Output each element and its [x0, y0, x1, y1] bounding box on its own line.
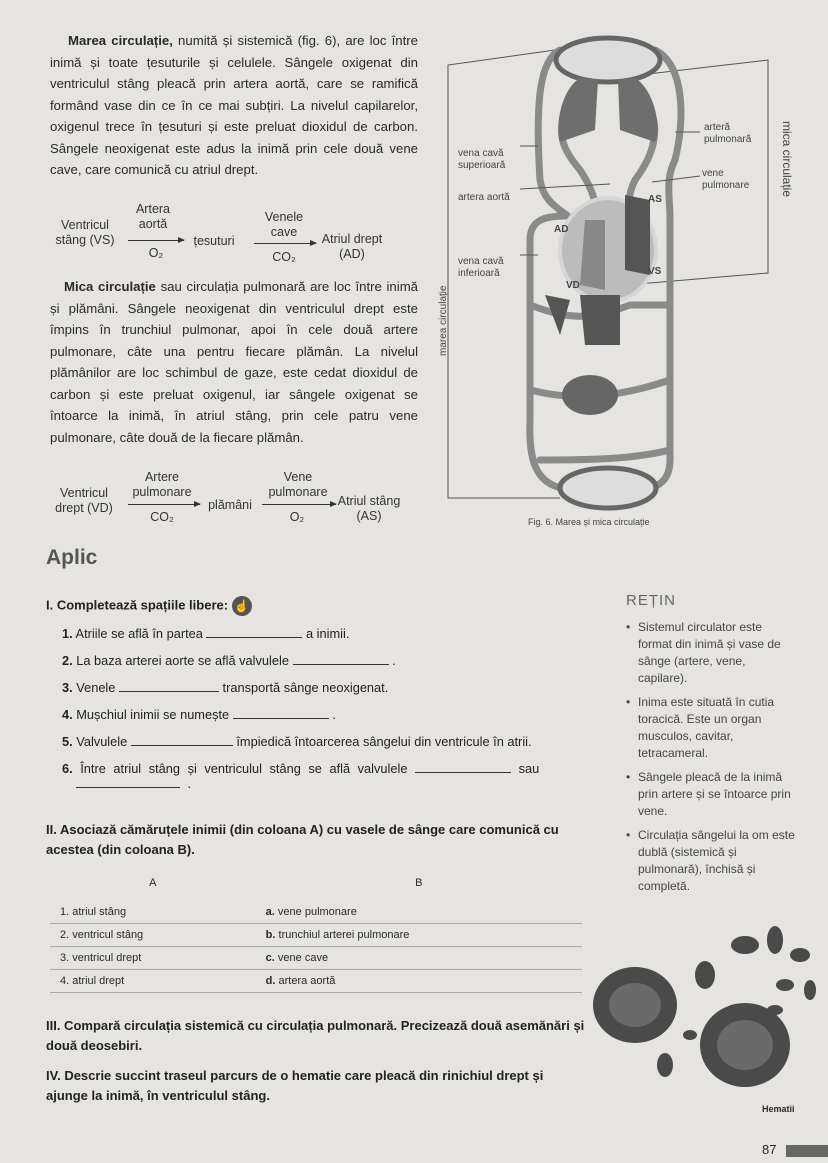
table-row	[50, 924, 582, 947]
table-row	[50, 970, 582, 993]
flow-arrow-bottom: CO₂	[150, 510, 174, 524]
answer-blank[interactable]	[131, 736, 233, 746]
answer-blank[interactable]	[206, 628, 302, 638]
retin-item: • Inima este situată în cutia toracică. Este un organ musculos, cavitar, tetracameral.	[626, 694, 796, 762]
retin-item: • Sistemul circulator este format din inimă și vase de sânge (artere, vene, capilare).	[626, 619, 796, 687]
lungs	[558, 78, 657, 142]
text: Atriile se află în partea	[75, 626, 203, 641]
paragraph-mica-circulatie	[50, 276, 418, 448]
exercise-1-item: 6. Între atriul stâng și ventriculul stâng se află valvulele sau .	[62, 761, 540, 791]
text: La baza arterei aorte se află valvulele	[76, 653, 289, 668]
flow-start: Ventricul drept (VD)	[55, 486, 113, 515]
cell: vene cave	[277, 952, 329, 964]
flow-end: Atriul drept (AD)	[321, 232, 383, 261]
flow-middle: țesuturi	[193, 234, 235, 248]
exercise-1-item	[62, 626, 349, 641]
image-caption-hematii: Hematii	[762, 1104, 795, 1114]
column-a-header: A	[149, 877, 157, 889]
text: Între atriul stâng și ventriculul stâng se află valvulele	[80, 761, 408, 776]
num: 2.	[62, 653, 73, 668]
table-row	[50, 901, 582, 924]
flow-end: Atriul stâng (AS)	[337, 494, 401, 523]
cell: vene pulmonare	[277, 906, 357, 918]
red-blood-cells-image	[585, 915, 828, 1105]
cell: trunchiul arterei pulmonare	[278, 929, 410, 941]
text: a inimii.	[306, 626, 350, 641]
retin-title: REȚIN	[626, 592, 676, 609]
text: Mușchiul inimii se numește	[76, 707, 230, 722]
cell: artera aortă	[278, 975, 336, 987]
exercise-1-item	[62, 734, 532, 749]
letter: b.	[265, 929, 276, 941]
flow-arrow-bottom: O₂	[148, 246, 164, 260]
cell: ventricul stâng	[72, 929, 144, 941]
label-artera-aorta: artera aortă	[458, 192, 510, 203]
num: 6.	[62, 761, 73, 776]
label-vena-cava-superioara: vena cavă superioară	[458, 148, 506, 171]
label-VD: VD	[566, 280, 580, 291]
text: transportă sânge neoxigenat.	[222, 680, 389, 695]
flow-diagram-1	[50, 200, 420, 270]
retin-item: • Sângele pleacă de la inimă prin artere și se întoarce prin vene.	[626, 769, 796, 820]
kidneys	[562, 375, 618, 415]
page-number: 87	[762, 1142, 777, 1157]
arrow-icon	[262, 504, 336, 505]
num: 4.	[60, 975, 70, 987]
label-artera-pulmonara: arteră pulmonară	[704, 122, 752, 145]
flow-arrow-bottom: CO₂	[272, 250, 296, 264]
retin-box	[626, 592, 796, 902]
label-vena-cava-inferioara: vena cavă inferioară	[458, 256, 504, 279]
text: Valvulele	[76, 734, 128, 749]
num: 1.	[62, 626, 73, 641]
side-label-mica-circulatie: mica circulație	[780, 121, 794, 198]
cell: ventricul drept	[72, 952, 142, 964]
capillary-network-bottom	[560, 468, 656, 508]
label-VS: VS	[648, 266, 662, 277]
num: 5.	[62, 734, 73, 749]
page-number-bar	[786, 1145, 828, 1157]
flow-arrow-top: Vene pulmonare	[268, 470, 328, 499]
text: sau	[518, 761, 540, 776]
text: împiedică întoarcerea sângelui din ventricule în atrii.	[236, 734, 532, 749]
arrow-icon	[128, 240, 184, 241]
flow-middle: plămâni	[208, 498, 252, 512]
flow-start: Ventricul stâng (VS)	[55, 218, 115, 247]
letter: d.	[265, 975, 276, 987]
label-vene-pulmonare: vene pulmonare	[702, 168, 750, 191]
exercise-1-item	[62, 653, 396, 668]
exercise-1-item	[62, 707, 336, 722]
arrow-icon	[254, 243, 316, 244]
letter: a.	[265, 906, 275, 918]
num: 3.	[60, 952, 70, 964]
answer-blank[interactable]	[76, 778, 180, 788]
flow-arrow-bottom: O₂	[289, 510, 305, 524]
flow-arrow-top: Artere pulmonare	[132, 470, 192, 499]
term: Mica circulație	[64, 279, 156, 294]
answer-blank[interactable]	[293, 655, 389, 665]
exercise-1-title	[46, 596, 252, 616]
exercise-3: III. Compară circulația sistemică cu circulația pulmonară. Precizează două asemănări și două deosebiri.	[46, 1018, 585, 1053]
num: 2.	[60, 929, 70, 941]
num: 4.	[62, 707, 73, 722]
cell: atriul stâng	[72, 906, 127, 918]
text: Venele	[76, 680, 116, 695]
arrow-icon	[128, 504, 200, 505]
exercise-1-item	[62, 680, 388, 695]
answer-blank[interactable]	[415, 763, 511, 773]
capillary-network-top	[556, 38, 660, 82]
circulation-figure	[430, 20, 828, 540]
text: sau circulația pulmonară are loc între inimă și plămâni. Sângele neoxigenat din ventriculul drept este împins în trunchiul pulmonar, apoi în cele două artere pulmonare, câte una pentru fiecare plămân. La nivelul plămânilor are loc schimbul de gaze, este cedat dioxidul de carbon și este preluat oxigenul, iar sângele oxigenat se întoarce la inimă, în atriul stâng, prin cele patru vene pulmonare, câte două de la fiecare plămân.	[50, 279, 419, 445]
text: .	[332, 707, 336, 722]
answer-blank[interactable]	[233, 709, 329, 719]
column-b-header: B	[415, 877, 423, 889]
answer-blank[interactable]	[119, 682, 219, 692]
exercise-4: IV. Descrie succint traseul parcurs de o hematie care pleacă din rinichiul drept și ajunge la inimă, în ventriculul stâng.	[46, 1068, 544, 1103]
label-AD: AD	[554, 224, 569, 235]
num: 1.	[60, 906, 70, 918]
cell: atriul drept	[72, 975, 125, 987]
flow-arrow-top: Venele cave	[264, 210, 304, 239]
letter: c.	[265, 952, 275, 964]
text: numită și sistemică (fig. 6), are loc între inimă și toate țesuturile și celulele. Sângele oxigenat din ventriculul stâng pleacă prin artera aortă, care se ramifică formând vase din ce în ce mai subțiri. La nivelul capilarelor, oxigenul trece în țesuturi și este preluat dioxidul de carbon. Sângele neoxigenat este adus la inimă prin cele două vene cave, care comunică cu atriul drept.	[50, 33, 418, 177]
exercise-2-title: II. Asociază cămăruțele inimii (din coloana A) cu vasele de sânge care comunică cu acestea (din coloana B).	[46, 822, 559, 857]
flow-arrow-top: Artera aortă	[135, 202, 171, 231]
term: Marea circulație,	[68, 33, 173, 48]
text: .	[392, 653, 396, 668]
num: 3.	[62, 680, 73, 695]
title-text: I. Completează spațiile libere:	[46, 597, 229, 613]
section-heading-aplic: Aplic	[46, 546, 98, 569]
table-row	[50, 947, 582, 970]
hand-pointer-icon: ☝	[232, 596, 252, 616]
flow-diagram-2	[50, 466, 420, 536]
figure-caption: Fig. 6. Marea și mica circulație	[528, 517, 650, 527]
retin-item: • Circulația sângelui la om este dublă (sistemică și pulmonară), închisă și completă.	[626, 827, 796, 895]
matching-table	[50, 872, 582, 993]
organ-liver-intestine	[545, 295, 620, 345]
side-label-marea-circulatie: marea circulație	[438, 285, 449, 356]
paragraph-marea-circulatie	[50, 30, 418, 181]
label-AS: AS	[648, 194, 662, 205]
